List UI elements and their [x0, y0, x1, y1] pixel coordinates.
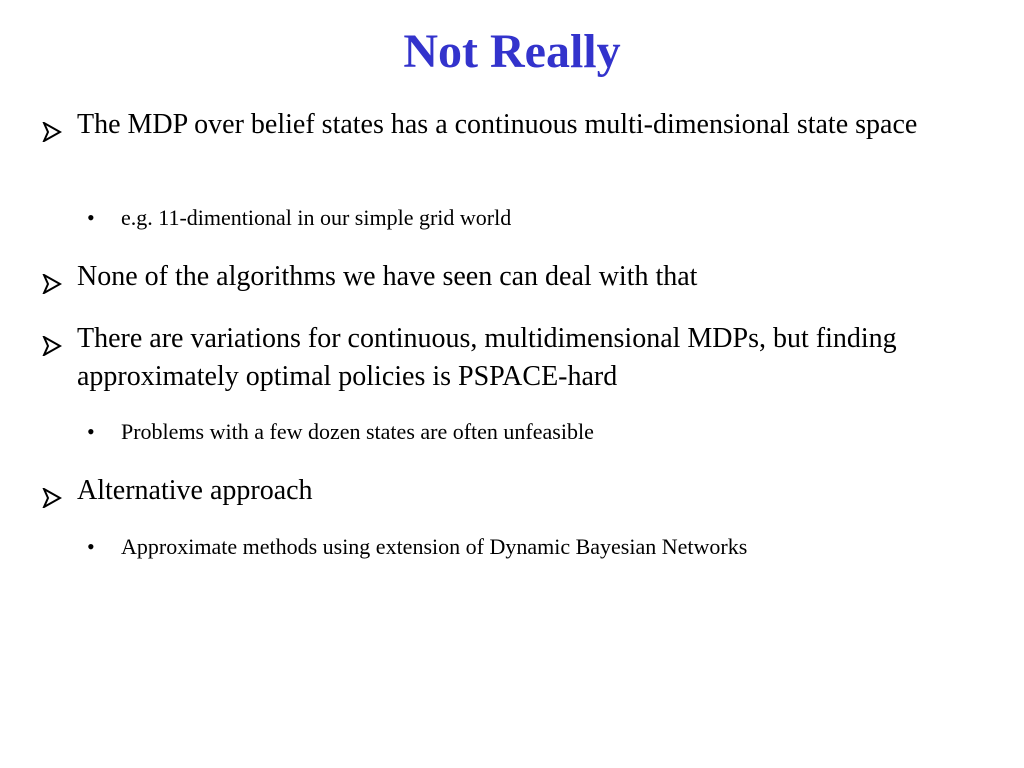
- bullet-item-level1: [42, 320, 982, 396]
- bullet-text: e.g. 11-dimentional in our simple grid world: [121, 205, 512, 230]
- bullet-text: Approximate methods using extension of Dynamic Bayesian Networks: [121, 534, 748, 559]
- dot-bullet: •: [87, 534, 95, 559]
- bullet-text: The MDP over belief states has a continuous multi-dimensional state space: [77, 109, 918, 140]
- arrow-bullet-icon: [42, 329, 62, 349]
- arrow-bullet-icon: [42, 115, 62, 135]
- arrow-bullet-icon: [42, 481, 62, 501]
- bullet-text: There are variations for continuous, multidimensional MDPs, but finding approximately optimal policies is PSPACE-hard: [77, 323, 897, 392]
- bullet-item-level2: [87, 203, 987, 233]
- bullet-text: Alternative approach: [77, 475, 313, 506]
- arrow-bullet-icon: [42, 267, 62, 287]
- dot-bullet: •: [87, 419, 95, 444]
- bullet-item-level2: [87, 532, 987, 562]
- bullet-item-level2: [87, 417, 987, 447]
- bullet-item-level1: [42, 472, 982, 510]
- bullet-text: None of the algorithms we have seen can deal with that: [77, 261, 698, 292]
- bullet-item-level1: [42, 258, 982, 296]
- dot-bullet: •: [87, 205, 95, 230]
- slide-title: Not Really: [403, 25, 621, 78]
- bullet-text: Problems with a few dozen states are often unfeasible: [121, 419, 594, 444]
- bullet-item-level1: [42, 106, 982, 144]
